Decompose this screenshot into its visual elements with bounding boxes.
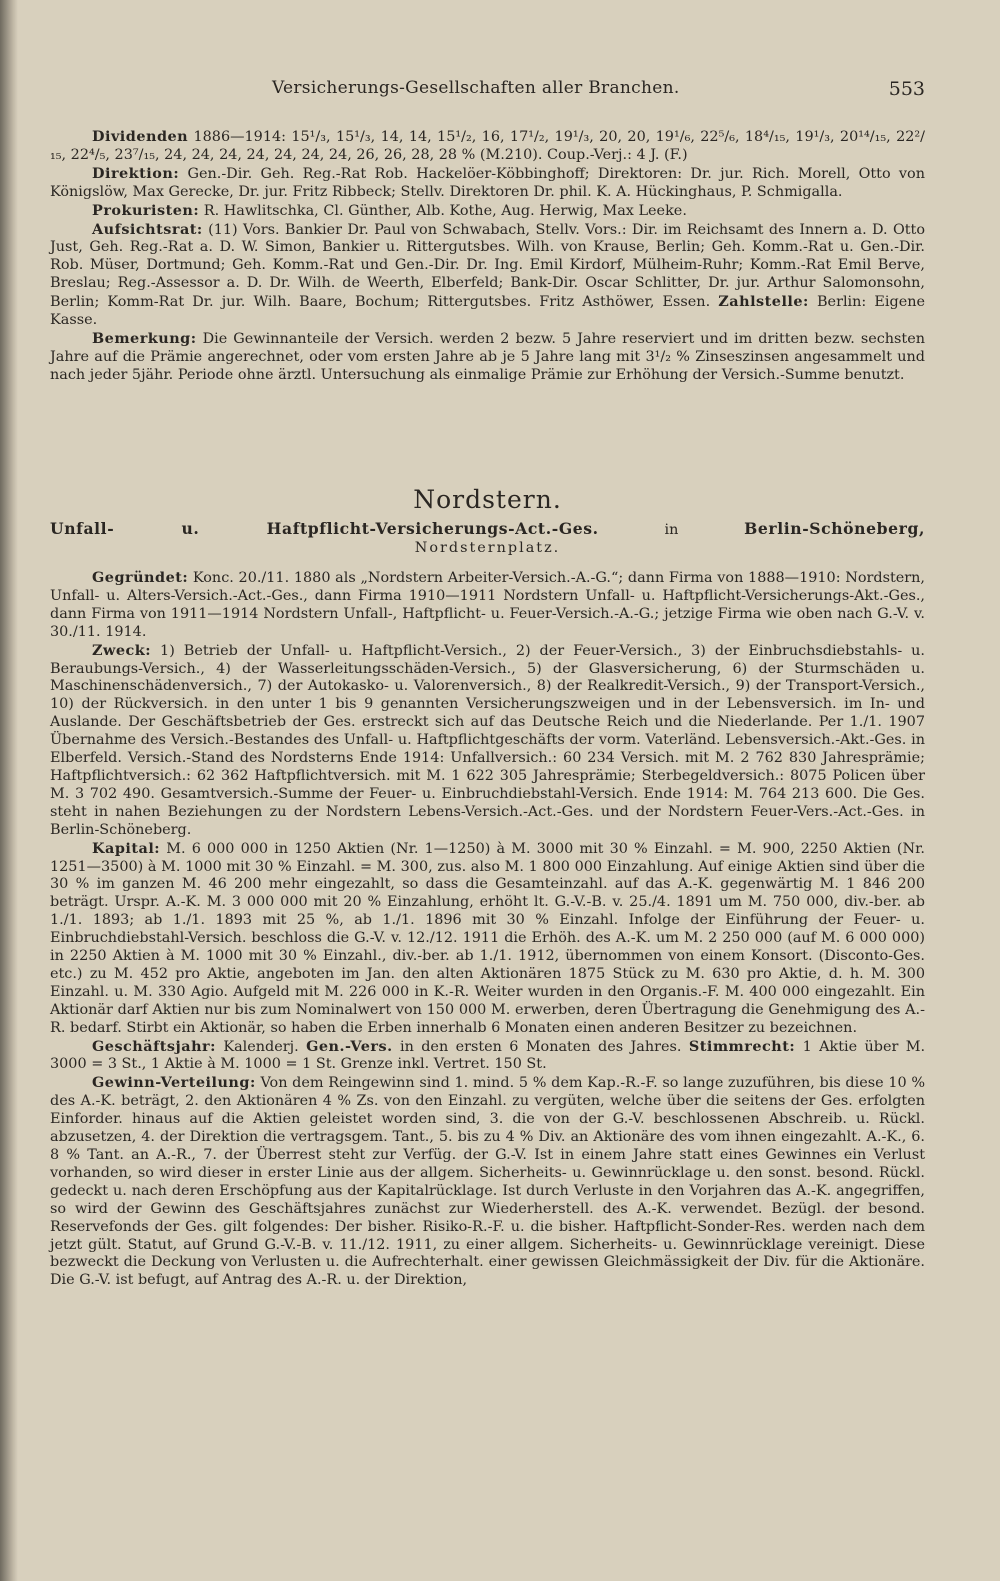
stimmrecht-label: Stimmrecht: [688, 1037, 796, 1055]
direktion-paragraph [50, 165, 925, 202]
aufsichtsrat-paragraph [50, 221, 925, 330]
bemerkung-label: Bemerkung: [92, 329, 197, 347]
company-heading: Nordstern. [413, 485, 562, 514]
gewinn-verteilung-label: Gewinn-Verteilung: [92, 1074, 256, 1092]
gegruendet-label: Gegründet: [92, 569, 189, 586]
gegruendet-text: Konc. 20./11. 1880 als „Nordstern Arbeiter-Versich.-A.-G.“; dann Firma von 1888—1910: Nordstern, Unfall- u. Alters-Versich.-Act.-Ges., dann Firma 1910—1911 Nordstern Unfall- u. Haftpflicht-Versicherungs-Akt.-Ges., dann Firma von 1911—1914 Nordstern Unfall-, Haftpflicht- u. Feuer-Versich.-A.-G.; jetzige Firma wie oben nach G.-V. v. 30./11. 1914. [50, 570, 925, 640]
running-header [50, 78, 925, 102]
company-location: Berlin-Schöneberg, [744, 519, 926, 538]
gewinn-verteilung-text: Von dem Reingewinn sind 1. mind. 5 % dem Kap.-R.-F. so lange zuzuführen, bis diese 10 % des A.-K. beträgt, 2. den Aktionären 4 % Zs. von den Einzahl. zu vergüten, welche über die seitens der Ges. erfolgten Einforder. hinaus auf die Aktien geleistet worden sind, 3. die von der G.-V. beschlossenen Abschreib. u. Rückl. abzusetzen, 4. der Direktion die vertragsgem. Tant., 5. bis zu 4 % Div. an Aktionäre des vom ihnen eingezahlt. A.-K., 6. 8 % Tant. an A.-R., 7. der Überrest steht zur Verfüg. der G.-V. Ist in einem Jahre statt eines Gewinnes ein Verlust vorhanden, so wird dieser in erster Linie aus der allgem. Sicherheits- u. Gewinnrücklage u. den sonst. besond. Rückl. gedeckt u. nach deren Erschöpfung aus der Kapitalrücklage. Ist durch Verluste in den Vorjahren das A.-K. angegriffen, so wird der Gewinn des Geschäftsjahres zunächst zur Wiederherstell. des A.-K. verwendet. Bezügl. der besond. Reservefonds der Ges. gilt folgendes: Der bisher. Risiko-R.-F. u. die bisher. Haftpflicht-Sonder-Res. werden nach dem jetzt gült. Statut, auf Grund G.-V.-B. v. 11./12. 1911, zu einer allgem. Sicherheits- u. Gewinnrücklage vereinigt. Diese bezweckt die Deckung von Verlusten u. die Aufrechterhalt. einer gewissen Gleichmässigkeit der Div. für die Aktionäre. Die G.-V. ist befugt, auf Antrag des A.-R. u. der Direktion, [50, 1075, 925, 1289]
zweck-text: 1) Betrieb der Unfall- u. Haftpflicht-Versich., 2) der Feuer-Versich., 3) der Einbruchsdiebstahls- u. Beraubungs-Versich., 4) der Wasserleitungsschäden-Versich., 5) der Glasversicherung, 6) der Sturmschäden u. Maschinenschädenversich., 7) der Autokasko- u. Valorenversich., 8) der Realkredit-Versich., 9) der Transport-Versich., 10) der Rückversich. in den unter 1 bis 9 genannten Versicherungszweigen und in der Lebensversich. im In- und Auslande. Der Geschäftsbetrieb der Ges. erstreckt sich auf das Deutsche Reich und die Niederlande. Per 1./1. 1907 Übernahme des Versich.-Bestandes des Unfall- u. Haftpflichtgeschäfts der vorm. Vaterländ. Lebensversich.-Akt.-Ges. in Elberfeld. Versich.-Stand des Nordsterns Ende 1914: Unfallversich.: 60 234 Versich. mit M. 2 762 830 Jahresprämie; Haftpflichtversich.: 62 362 Haftpflichtversich. mit M. 1 622 305 Jahresprämie; Sterbegeldversich.: 8075 Policen über M. 3 702 490. Gesamtversich.-Summe der Feuer- u. Einbruchdiebstahl-Versich. Ende 1914: M. 764 213 600. Die Ges. steht in nahen Beziehungen zu der Nordstern Lebens-Versich.-Act.-Ges. und der Nordstern Feuer-Vers.-Act.-Ges. in Berlin-Schöneberg. [50, 642, 925, 838]
geschaeftsjahr-text: Kalenderj. [223, 1038, 299, 1055]
direktion-label: Direktion: [92, 164, 180, 182]
genvers-label: Gen.-Vers. [306, 1037, 393, 1055]
kapital-text: M. 6 000 000 in 1250 Aktien (Nr. 1—1250) à M. 3000 mit 30 % Einzahl. = M. 900, 2250 Aktien (Nr. 1251—3500) à M. 1000 mit 30 % Einzahl. = M. 300, zus. also M. 1 800 000 Einzahlung. Auf einige Aktien sind über die 30 % im ganzen M. 46 200 mehr eingezahlt, so dass die Gesamteinzahl. auf das A.-K. gegenwärtig M. 1 846 200 beträgt. Urspr. A.-K. M. 3 000 000 mit 20 % Einzahlung, erhöht lt. G.-V.-B. v. 25./4. 1891 um M. 750 000, div.-ber. ab 1./1. 1893; ab 1./1. 1893 mit 25 %, ab 1./1. 1896 mit 30 % Einzahl. Infolge der Einführung der Feuer- u. Einbruchdiebstahl-Versich. beschloss die G.-V. v. 12./12. 1911 die Erhöh. des A.-K. um M. 2 250 000 (auf M. 6 000 000) in 2250 Aktien à M. 1000 mit 30 % Einzahl., div.-ber. ab 1./1. 1912, übernommen von einem Konsort. (Disconto-Ges. etc.) zu M. 452 pro Aktie, angeboten im Jan. den alten Aktionären 1875 Stück zu M. 630 pro Aktie, d. h. M. 300 Einzahl. u. M. 330 Agio. Aufgeld mit M. 226 000 in K.-R. Weiter wurden in den Organis.-F. M. 400 000 eingezahlt. Ein Aktionär darf Aktien nur bis zum Nominalwert von 150 000 M. erwerben, deren Übertragung die Genehmigung des A.-R. bedarf. Stirbt ein Aktionär, so haben die Erben innerhalb 6 Monaten einen anderen Besitzer zu bezeichnen. [50, 840, 925, 1036]
page-number: 553 [888, 78, 925, 100]
bemerkung-paragraph [50, 330, 925, 385]
prokuristen-paragraph [50, 202, 925, 221]
aufsichtsrat-label: Aufsichtsrat: [92, 220, 203, 238]
gewinn-verteilung-paragraph [50, 1074, 925, 1290]
company-full-name: Unfall- u. Haftpflicht-Versicherungs-Act.-Ges. [50, 519, 599, 538]
page-binding-edge [0, 0, 18, 1581]
zahlstelle-label: Zahlstelle: [718, 293, 809, 311]
aufsichtsrat-text: (11) Vors. Bankier Dr. Paul von Schwabach, Stellv. Vors.: Dir. im Reichsamt des Innern a. D. Otto Just, Geh. Reg.-Rat a. D. W. Simon, Bankier u. Rittergutsbes. Wilh. von Krause, Berlin; Geh. Komm.-Rat u. Gen.-Dir. Rob. Müser, Dortmund; Geh. Komm.-Rat und Gen.-Dir. Dr. Ing. Emil Kirdorf, Mülheim-Ruhr; Komm.-Rat Emil Berve, Breslau; Reg.-Assessor a. D. Dr. Wilh. de Weerth, Elberfeld; Bank-Dir. Oscar Schlitter, Dr. jur. Arthur Salomonsohn, Berlin; Komm-Rat Dr. jur. Wilh. Baare, Bochum; Rittergutsbes. Fritz Asthöwer, Essen. [50, 221, 925, 311]
previous-entry-tail [50, 128, 925, 385]
company-address: Nordsternplatz. [414, 540, 561, 556]
dividenden-label: Dividenden [92, 128, 189, 145]
direktion-text: Gen.-Dir. Geh. Reg.-Rat Rob. Hackelöer-Köbbinghoff; Direktoren: Dr. jur. Rich. Morell, Otto von Königslöw, Max Gerecke, Dr. jur. Fritz Ribbeck; Stellv. Direktoren Dr. phil. K. A. Hückinghaus, P. Schmigalla. [50, 165, 925, 200]
prokuristen-text: R. Hawlitschka, Cl. Günther, Alb. Kothe, Aug. Herwig, Max Leeke. [203, 202, 687, 219]
running-title: Versicherungs-Gesellschaften aller Branchen. [272, 78, 680, 98]
stimmrecht-text: 1 Aktie über M. 3000 = 3 St., 1 Aktie à M. 1000 = 1 St. Grenze inkl. Vertret. 150 St. [50, 1038, 926, 1073]
company-entry-body [50, 569, 925, 1290]
zahlstelle-text: Berlin: Eigene Kasse. [50, 294, 926, 329]
gegruendet-paragraph [50, 569, 925, 642]
company-full-name-line [50, 520, 925, 539]
zweck-label: Zweck: [92, 641, 152, 659]
geschaeftsjahr-label: Geschäftsjahr: [92, 1037, 216, 1055]
company-subheading [50, 520, 925, 557]
location-prefix: in [664, 522, 679, 538]
dividenden-paragraph [50, 128, 925, 165]
bemerkung-text: Die Gewinnanteile der Versich. werden 2 bezw. 5 Jahre reserviert und im dritten bezw. sechsten Jahre auf die Prämie angerechnet, oder vom ersten Jahre ab je 5 Jahre lang mit 3¹/₂ % Zinseszinsen angesammelt und nach jeder 5jähr. Periode ohne ärztl. Untersuchung als einmalige Prämie zur Erhöhung der Versich.-Summe benutzt. [50, 330, 926, 383]
zweck-paragraph [50, 642, 925, 840]
kapital-label: Kapital: [92, 839, 161, 857]
prokuristen-label: Prokuristen: [92, 201, 200, 219]
dividenden-text: 1886—1914: 15¹/₃, 15¹/₃, 14, 14, 15¹/₂, 16, 17¹/₂, 19¹/₃, 20, 20, 19¹/₆, 22⁵/₆, 18⁴/₁₅, 19¹/₃, 20¹⁴/₁₅, 22²/₁₅, 22⁴/₅, 23⁷/₁₅, 24, 24, 24, 24, 24, 24, 24, 26, 26, 28, 28 % (M.210). Coup.-Verj.: 4 J. (F.) [50, 129, 926, 163]
genvers-text: in den ersten 6 Monaten des Jahres. [399, 1038, 682, 1055]
geschaeftsjahr-paragraph [50, 1038, 925, 1075]
kapital-paragraph [50, 840, 925, 1038]
